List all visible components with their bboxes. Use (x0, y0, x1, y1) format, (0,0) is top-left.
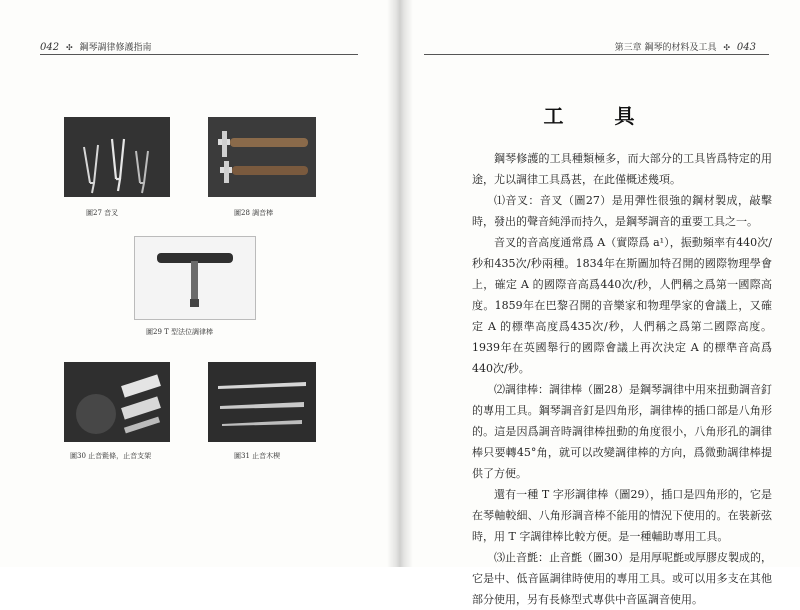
paragraph-tuning-hammer: ⑵調律棒：調律棒（圖28）是鋼琴調律中用來扭動調音釘的專用工具。鋼琴調音釘是四角形，調律棒的插口部是八角形的。這是因爲調音時調律棒扭動的角度很小，八角形孔的調律棒只要轉45°角，就可以改變調律棒的方向，爲微動調律棒提供了方便。 (472, 383, 772, 480)
tuning-hammer-icon (208, 117, 316, 197)
right-running-header (615, 40, 756, 53)
paragraph-tuning-fork: ⑴音叉：音叉（圖27）是用彈性很強的鋼材製成，敲擊時，發出的聲音純淨而持久，是鋼琴調音的重要工具之一。 (472, 194, 772, 228)
chapter-title: 第三章 鋼琴的材料及工具 (614, 43, 717, 53)
felt-mute-icon (64, 362, 170, 442)
left-page-number: 042 (40, 42, 60, 53)
book-title: 鋼琴調律修護指南 (79, 43, 152, 53)
figure-27-photo (64, 117, 170, 197)
tuning-fork-icon (64, 117, 170, 197)
figure-31-caption: 圖31 止音木楔 (234, 452, 281, 460)
figure-31-photo (208, 362, 316, 442)
figure-28-photo (208, 117, 316, 197)
section-title: 工 具 (543, 104, 657, 128)
figure-30-caption: 圖30 止音氈條，止音支架 (70, 452, 152, 460)
figure-27-caption: 圖27 音叉 (86, 209, 119, 217)
left-header-rule (40, 54, 358, 55)
right-header-rule (424, 54, 769, 55)
wedge-mute-icon (208, 362, 316, 442)
left-page (0, 0, 395, 567)
paragraph-mute: ⑶止音氈：止音氈（圖30）是用厚呢氈或厚膠皮製成的，它是中、低音區調律時使用的專用工具。或可以用多支在其他部分使用，另有長條型式專供中音區調音使用。 (472, 551, 772, 606)
paragraph-pitch-history: 音叉的音高度通常爲 A（實際爲 a¹），振動頻率有440次/秒和435次/秒兩種。1834年在斯圖加特召開的國際物理學會上，確定 A 的國際音高爲440次/秒，人們稱之爲第一國際高度。1859年在巴黎召開的音樂家和物理學家的會議上，又確定 A 的標準高度爲435次/秒，人們稱之爲第二國際高度。1939年在英國舉行的國際會議上再次決定 A 的標準音高爲440次/秒。 (472, 236, 772, 375)
paragraph-intro: 鋼琴修護的工具種類極多，而大部分的工具皆爲特定的用途，尤以調律工具爲甚，在此僅概述幾項。 (472, 152, 772, 186)
right-page (400, 0, 800, 606)
figure-29-caption: 圖29 T 型法位調律棒 (146, 328, 214, 336)
t-hammer-icon (135, 237, 255, 319)
figure-28-caption: 圖28 調音棒 (234, 209, 274, 217)
header-marker-icon: ✣ (65, 43, 73, 52)
body-text (472, 148, 772, 610)
right-page-number: 043 (736, 42, 756, 53)
paragraph-t-hammer: 還有一種 T 字形調律棒（圖29），插口是四角形的，它是在琴軸較細、八角形調音棒不能用的情況下使用的。在裝新弦時，用 T 字調律棒比較方便。是一種輔助專用工具。 (472, 488, 772, 543)
figure-29-photo (134, 236, 256, 320)
header-marker-icon: ✣ (723, 43, 731, 52)
figure-30-photo (64, 362, 170, 442)
left-running-header (40, 40, 152, 53)
